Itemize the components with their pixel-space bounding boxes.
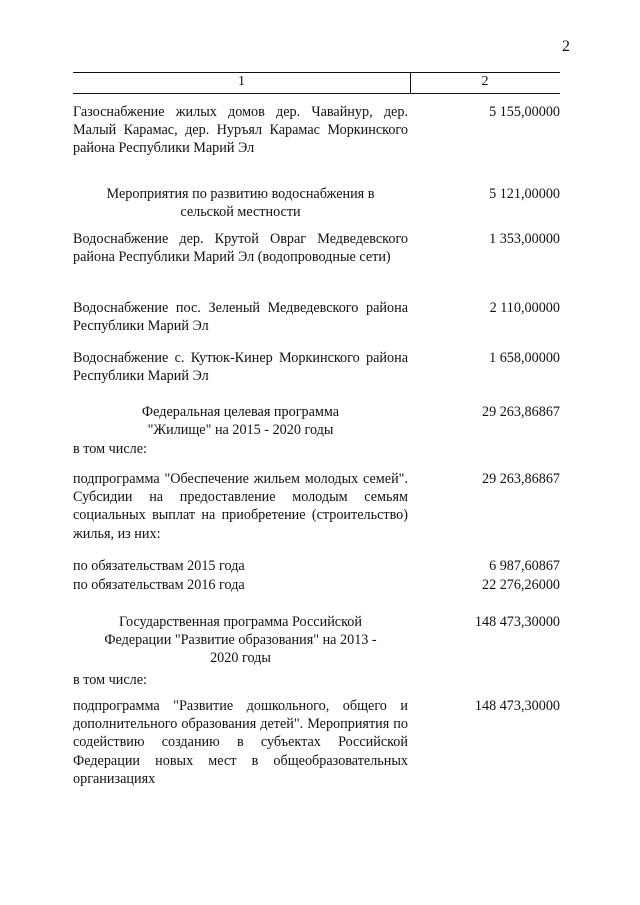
table-row (73, 349, 560, 385)
row-amount: 5 155,00000 (489, 104, 560, 120)
row-amount: 148 473,30000 (474, 614, 560, 630)
column-header-2: 2 (481, 74, 489, 89)
row-description: подпрограмма "Развитие дошкольного, общего и дополнительного образования детей". Мероприятия по содействию созданию в субъектах Российской Федерации новых мест в общеобразовательных организациях (73, 698, 408, 787)
table-row (73, 403, 560, 439)
row-amount: 6 987,60867 (489, 558, 560, 574)
row-amount: 22 276,26000 (481, 577, 560, 593)
row-amount: 29 263,86867 (481, 404, 560, 420)
row-amount: 2 110,00000 (489, 300, 560, 316)
table-row (73, 576, 560, 594)
table-row (73, 230, 560, 266)
row-description: Водоснабжение пос. Зеленый Медведевского района Республики Марий Эл (73, 300, 408, 335)
row-description: Государственная программа Российской Федерации "Развитие образования" на 2013 - 2020 годы (104, 614, 377, 667)
table-row (73, 299, 560, 335)
row-amount: 5 121,00000 (489, 186, 560, 202)
table-row (73, 440, 560, 458)
table-row (73, 103, 560, 158)
row-description: по обязательствам 2016 года (73, 577, 245, 593)
row-description: подпрограмма "Обеспечение жильем молодых семей". Субсидии на предоставление молодым семьям социальных выплат на приобретение (строительство) жилья, из них: (73, 471, 408, 542)
table-row (73, 557, 560, 575)
table-row (73, 470, 560, 543)
row-amount: 29 263,86867 (481, 471, 560, 487)
row-amount: 1 353,00000 (489, 231, 560, 247)
table-header-top-rule (73, 72, 560, 73)
row-description: Газоснабжение жилых домов дер. Чавайнур, дер. Малый Карамас, дер. Нуръял Карамас Моркинского района Республики Марий Эл (73, 104, 408, 157)
row-description: Мероприятия по развитию водоснабжения в сельской местности (106, 186, 375, 221)
page-number: 2 (562, 38, 570, 55)
column-header-1: 1 (238, 74, 245, 89)
row-description: по обязательствам 2015 года (73, 558, 245, 574)
row-description: Водоснабжение дер. Крутой Овраг Медведевского района Республики Марий Эл (водопроводные сети) (73, 231, 408, 266)
table-row (73, 671, 560, 689)
row-description: в том числе: (73, 441, 147, 457)
row-description: Водоснабжение с. Кутюк-Кинер Моркинского района Республики Марий Эл (73, 350, 408, 385)
table-row (73, 185, 560, 221)
table-header-bottom-rule (73, 93, 560, 94)
row-amount: 1 658,00000 (489, 350, 560, 366)
table-row (73, 613, 560, 668)
row-description: в том числе: (73, 672, 147, 688)
row-description: Федеральная целевая программа "Жилище" на 2015 - 2020 годы (141, 404, 340, 439)
table-row (73, 697, 560, 788)
row-amount: 148 473,30000 (474, 698, 560, 714)
